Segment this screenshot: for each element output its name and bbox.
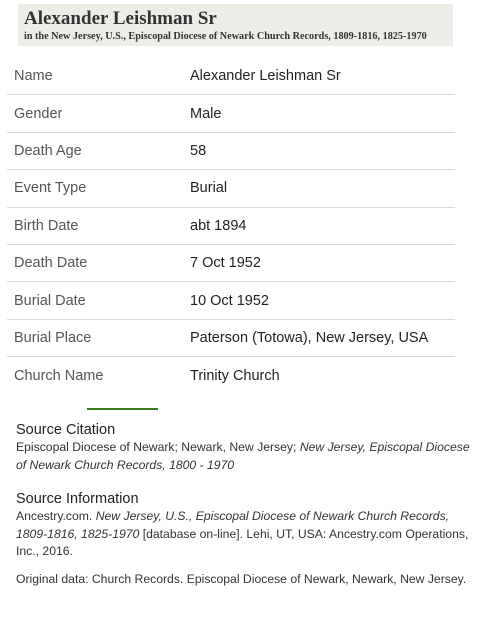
detail-value: Trinity Church	[190, 367, 280, 384]
detail-label: Gender	[14, 105, 63, 122]
detail-value: 7 Oct 1952	[190, 255, 261, 272]
source-citation-plain: Episcopal Diocese of Newark; Newark, New Jersey;	[16, 440, 300, 454]
detail-row-burial-date	[7, 282, 455, 319]
detail-label: Burial Date	[14, 292, 86, 309]
detail-value: Burial	[190, 180, 228, 197]
detail-label: Death Date	[14, 255, 88, 272]
detail-value: abt 1894	[190, 217, 247, 234]
record-title: Alexander Leishman Sr	[24, 8, 217, 29]
detail-row-death-date	[7, 245, 455, 282]
source-citation-title: Source Citation	[16, 422, 116, 438]
source-information-title: Source Information	[16, 491, 139, 507]
sources-section	[16, 421, 478, 588]
detail-label: Burial Place	[14, 329, 92, 346]
source-information-italic: New Jersey, U.S., Episcopal Diocese of Newark Church Records, 1809-1816, 1825-1970	[16, 509, 450, 541]
detail-label: Name	[14, 68, 53, 85]
detail-row-gender	[7, 95, 455, 132]
detail-row-name	[7, 58, 455, 95]
detail-label: Church Name	[14, 367, 104, 384]
detail-row-death-age	[7, 133, 455, 170]
original-data-text: Original data: Church Records. Episcopal Diocese of Newark, Newark, New Jersey.	[16, 571, 467, 586]
detail-label: Birth Date	[14, 217, 79, 234]
record-details-table	[7, 58, 455, 395]
source-citation-italic: New Jersey, Episcopal Diocese of Newark Church Records, 1800 - 1970	[16, 440, 470, 472]
detail-label: Death Age	[14, 142, 82, 159]
source-information-suffix: [database on-line]. Lehi, UT, USA: Ancestry.com Operations, Inc., 2016.	[16, 526, 469, 558]
source-information-text	[16, 508, 478, 561]
source-information-prefix: Ancestry.com.	[16, 509, 96, 523]
detail-value: Paterson (Totowa), New Jersey, USA	[190, 329, 429, 346]
detail-row-burial-place	[7, 320, 455, 357]
section-divider	[87, 408, 158, 410]
detail-value: 10 Oct 1952	[190, 292, 269, 309]
detail-value: 58	[190, 142, 207, 159]
detail-value: Alexander Leishman Sr	[190, 68, 341, 85]
detail-row-church-name	[7, 357, 455, 394]
detail-label: Event Type	[14, 180, 87, 197]
detail-row-birth-date	[7, 208, 455, 245]
detail-row-event-type	[7, 170, 455, 207]
detail-value: Male	[190, 105, 222, 122]
source-citation-text	[16, 439, 478, 474]
collection-subtitle: in the New Jersey, U.S., Episcopal Diocese of Newark Church Records, 1809-1816, 1825-1970	[24, 31, 427, 42]
record-header	[18, 4, 453, 46]
